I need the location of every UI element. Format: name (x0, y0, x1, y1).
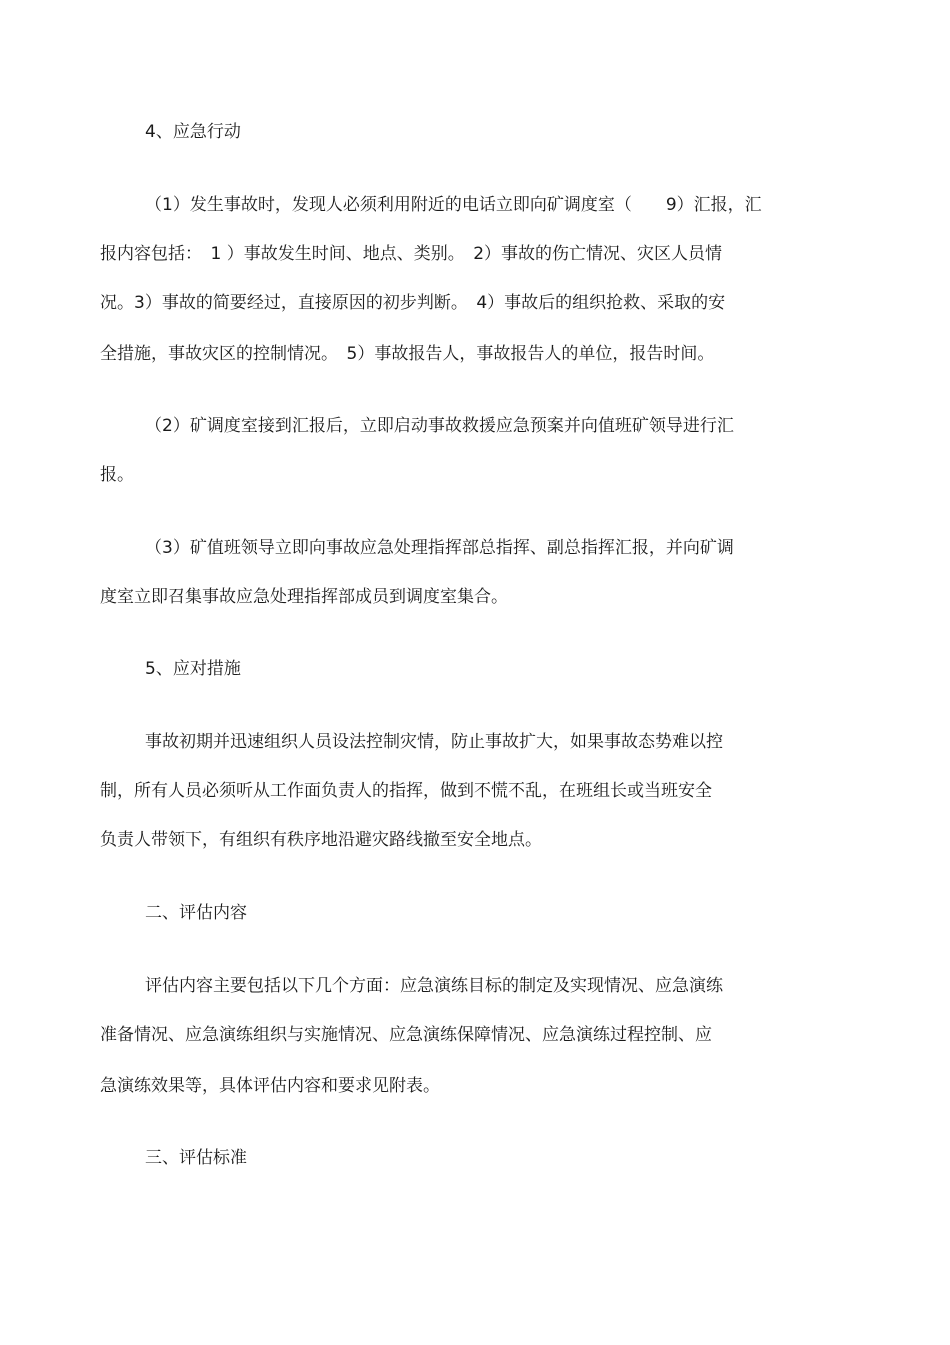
section-heading-evaluation-standard: 三、评估标准 (145, 1148, 247, 1168)
paragraph-line: 况。3）事故的简要经过，直接原因的初步判断。 4）事故后的组织抢救、采取的安 (100, 293, 726, 313)
section-heading-evaluation-content: 二、评估内容 (145, 903, 247, 923)
paragraph-line: 报内容包括： 1 ）事故发生时间、地点、类别。 2）事故的伤亡情况、灾区人员情 (100, 244, 723, 264)
section-heading-response-measures: 5、应对措施 (145, 659, 241, 679)
paragraph-line: 制，所有人员必须听从工作面负责人的指挥，做到不慌不乱，在班组长或当班安全 (100, 781, 712, 801)
paragraph-line: （3）矿值班领导立即向事故应急处理指挥部总指挥、副总指挥汇报，并向矿调 (145, 538, 734, 558)
paragraph-line: 负责人带领下，有组织有秩序地沿避灾路线撤至安全地点。 (100, 830, 542, 850)
paragraph-line: 评估内容主要包括以下几个方面：应急演练目标的制定及实现情况、应急演练 (145, 976, 723, 996)
paragraph-line: （1）发生事故时，发现人必须利用附近的电话立即向矿调度室（ 9）汇报，汇 (145, 195, 762, 215)
paragraph-line: 报。 (100, 465, 134, 485)
section-heading-emergency-action: 4、应急行动 (145, 122, 241, 142)
paragraph-line: 急演练效果等，具体评估内容和要求见附表。 (100, 1076, 440, 1096)
paragraph-line: 事故初期并迅速组织人员设法控制灾情，防止事故扩大，如果事故态势难以控 (145, 732, 723, 752)
paragraph-line: 准备情况、应急演练组织与实施情况、应急演练保障情况、应急演练过程控制、应 (100, 1025, 712, 1045)
paragraph-line: 度室立即召集事故应急处理指挥部成员到调度室集合。 (100, 587, 508, 607)
paragraph-line: 全措施，事故灾区的控制情况。 5）事故报告人，事故报告人的单位，报告时间。 (100, 344, 715, 364)
paragraph-line: （2）矿调度室接到汇报后，立即启动事故救援应急预案并向值班矿领导进行汇 (145, 416, 734, 436)
